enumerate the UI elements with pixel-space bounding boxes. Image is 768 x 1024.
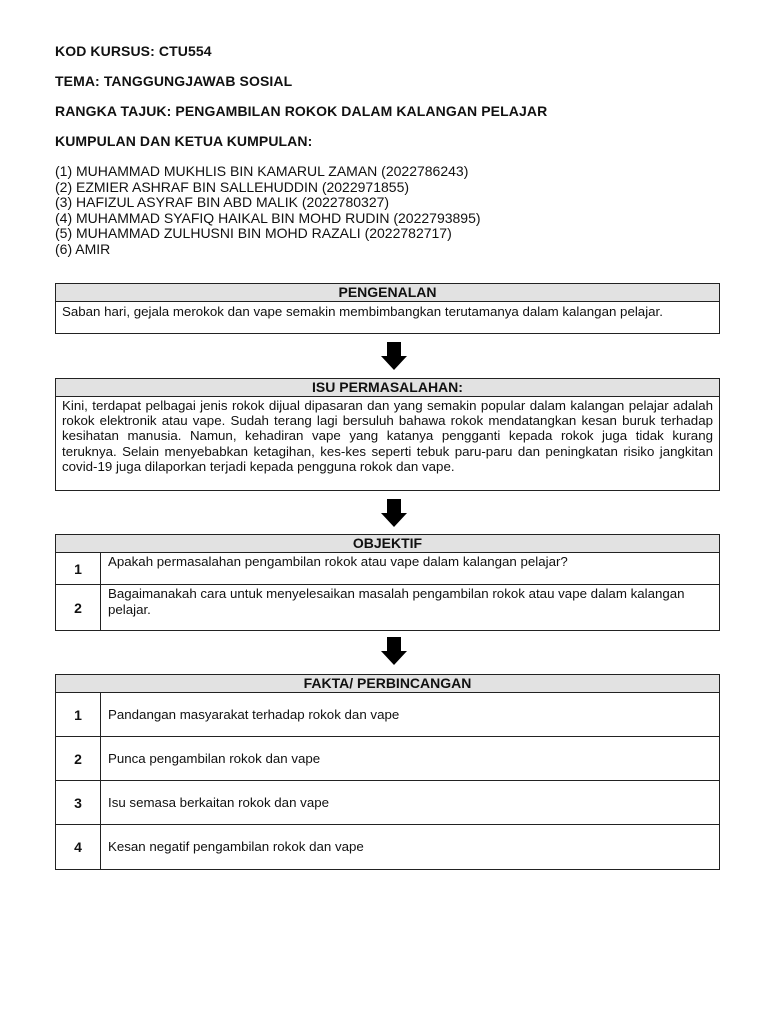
row-number: 2: [56, 737, 101, 781]
member-list: [55, 164, 481, 257]
down-arrow-icon: [381, 499, 407, 527]
theme: TEMA: TANGGUNGJAWAB SOSIAL: [55, 73, 293, 89]
group-heading: KUMPULAN DAN KETUA KUMPULAN:: [55, 133, 313, 149]
title-outline: RANGKA TAJUK: PENGAMBILAN ROKOK DALAM KALANGAN PELAJAR: [55, 103, 548, 119]
objective-box: [55, 534, 720, 631]
table-row: [56, 553, 719, 585]
member-item: (1) MUHAMMAD MUKHLIS BIN KAMARUL ZAMAN (2022786243): [55, 163, 469, 179]
member-item: (3) HAFIZUL ASYRAF BIN ABD MALIK (2022780327): [55, 194, 390, 210]
discussion-table: [56, 692, 719, 869]
member-item: (4) MUHAMMAD SYAFIQ HAIKAL BIN MOHD RUDIN (2022793895): [55, 209, 481, 226]
discussion-item: Isu semasa berkaitan rokok dan vape: [101, 781, 720, 825]
discussion-item: Pandangan masyarakat terhadap rokok dan vape: [101, 693, 720, 737]
discussion-item: Kesan negatif pengambilan rokok dan vape: [101, 825, 720, 869]
table-row: [56, 693, 719, 737]
table-row: [56, 781, 719, 825]
discussion-box: [55, 674, 720, 870]
row-number: 2: [56, 585, 101, 631]
issue-text: Kini, terdapat pelbagai jenis rokok dijual dipasaran dan yang semakin popular dalam kalangan pelajar adalah rokok elektronik atau vape. Sudah terang lagi bersuluh bahawa rokok mendatangkan kesan buruk terhadap kesihatan manusia. Namun, kehadiran vape yang katanya pengganti kepada rokok juga tidak kurang teruknya. Selain menyebabkan ketagihan, kes-kes seperti tebuk paru-paru dan peningkatan risiko jangkitan covid-19 juga dilaporkan terjadi kepada pengguna rokok dan vape.: [62, 398, 713, 474]
down-arrow-icon: [381, 637, 407, 665]
discussion-title: FAKTA/ PERBINCANGAN: [56, 675, 719, 692]
objective-text: Apakah permasalahan pengambilan rokok atau vape dalam kalangan pelajar?: [101, 553, 720, 585]
objective-text: Bagaimanakah cara untuk menyelesaikan masalah pengambilan rokok atau vape dalam kalangan pelajar.: [101, 585, 720, 631]
table-row: [56, 737, 719, 781]
introduction-box: [55, 283, 720, 334]
table-row: [56, 825, 719, 869]
introduction-title: PENGENALAN: [56, 284, 719, 302]
introduction-text: Saban hari, gejala merokok dan vape semakin membimbangkan terutamanya dalam kalangan pelajar.: [62, 304, 663, 319]
discussion-item: Punca pengambilan rokok dan vape: [101, 737, 720, 781]
course-code: KOD KURSUS: CTU554: [55, 43, 212, 59]
row-number: 4: [56, 825, 101, 869]
down-arrow-icon: [381, 342, 407, 370]
objective-title: OBJEKTIF: [56, 535, 719, 552]
table-row: [56, 585, 719, 631]
member-item: (2) EZMIER ASHRAF BIN SALLEHUDDIN (2022971855): [55, 178, 410, 195]
row-number: 3: [56, 781, 101, 825]
member-item: (5) MUHAMMAD ZULHUSNI BIN MOHD RAZALI (2022782717): [55, 225, 452, 241]
issue-title: ISU PERMASALAHAN:: [56, 379, 719, 397]
row-number: 1: [56, 693, 101, 737]
member-item: (6) AMIR: [55, 240, 111, 257]
objective-table: [56, 552, 719, 631]
issue-box: [55, 378, 720, 491]
row-number: 1: [56, 553, 101, 585]
